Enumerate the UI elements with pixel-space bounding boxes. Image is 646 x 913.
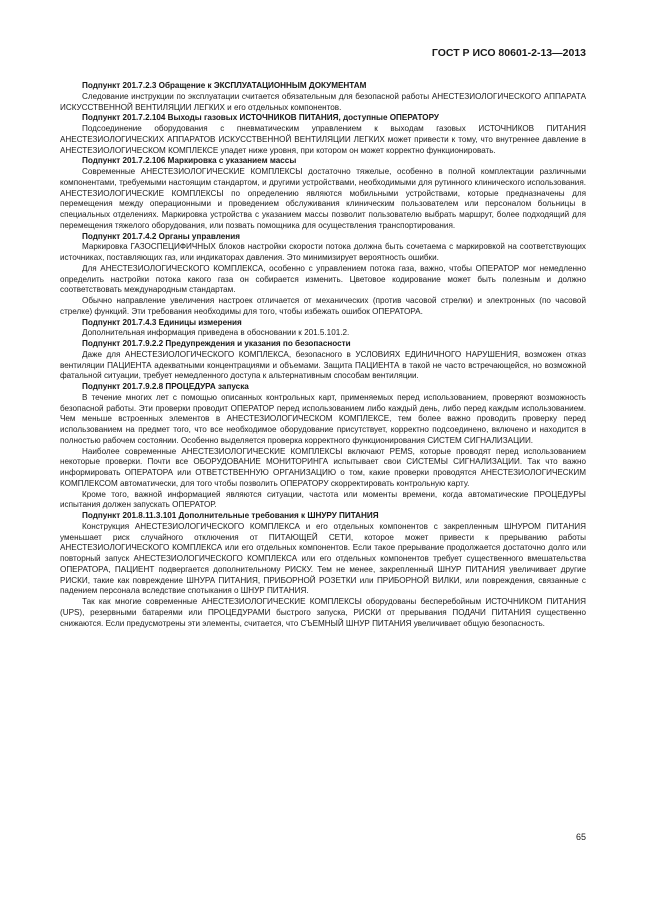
paragraph: Наиболее современные АНЕСТЕЗИОЛОГИЧЕСКИЕ КОМПЛЕКСЫ включают PEMS, которые проводят перед использованием некоторые проверки. Почти все ОБОРУДОВАНИЕ МОНИТОРИНГА испытывает свои СИСТЕМЫ СИГНАЛИЗАЦИИ. Так что важно информировать ОПЕРАТОРА или ОТВЕТСТВЕННУЮ ОРГАНИЗАЦИЮ о том, какие проверки проводятся АНЕСТЕЗИОЛОГИЧЕСКИМ КОМПЛЕКСОМ автоматически, для того чтобы позволить ОПЕРАТОРУ скорректировать контрольную карту. <box>60 446 586 488</box>
standard-header: ГОСТ Р ИСО 80601-2-13—2013 <box>431 47 586 59</box>
paragraph: Так как многие современные АНЕСТЕЗИОЛОГИЧЕСКИЕ КОМПЛЕКСЫ оборудованы бесперебойным ИСТОЧНИКОМ ПИТАНИЯ (UPS), резервными батареями или ПРОЦЕДУРАМИ быстрого запуска, РИСКИ от прерывания ПОДАЧИ ПИТАНИЯ существенно снижаются. Если предусмотрены эти элементы, считается, что СЪЕМНЫЙ ШНУР ПИТАНИЯ увеличивает общую безопасность. <box>60 597 586 628</box>
subclause-heading: Подпункт 201.7.2.3 Обращение к ЭКСПЛУАТАЦИОННЫМ ДОКУМЕНТАМ <box>82 81 367 90</box>
paragraph: Современные АНЕСТЕЗИОЛОГИЧЕСКИЕ КОМПЛЕКСЫ достаточно тяжелые, особенно в полной комплектации различными компонентами, требуемыми настоящим стандартом, и другими устройствами, необходимыми для рутинного клинического использования. АНЕСТЕЗИОЛОГИЧЕСКИЕ КОМПЛЕКСЫ по определению являются мобильными устройствами, которые предназначены для перемещения между операционными и проведением обслуживания клиническим пользователем или персоналом больницы в специальных отделениях. Маркировка устройства с указанием массы позволит пользователю выбрать маршрут, более подходящий для перемещения тяжелого оборудования, или позвать помощника для осуществления транспортирования. <box>60 167 586 230</box>
paragraph: Следование инструкции по эксплуатации считается обязательным для безопасной работы АНЕСТЕЗИОЛОГИЧЕСКОГО АППАРАТА ИСКУССТВЕННОЙ ВЕНТИЛЯЦИИ ЛЕГКИХ и его отдельных компонентов. <box>60 91 586 112</box>
paragraph: Для АНЕСТЕЗИОЛОГИЧЕСКОГО КОМПЛЕКСА, особенно с управлением потока газа, важно, чтобы ОПЕРАТОР мог немедленно определить настройки потока какого газа он собирается изменить. Цветовое кодирование может быть полезным и должно соответствовать международным стандартам. <box>60 263 586 295</box>
document-body <box>60 81 586 629</box>
paragraph: Даже для АНЕСТЕЗИОЛОГИЧЕСКОГО КОМПЛЕКСА, безопасного в УСЛОВИЯХ ЕДИНИЧНОГО НАРУШЕНИЯ, возможен отказ вентиляции ПАЦИЕНТА адекватными концентрациями и объемами. Защита ПАЦИЕНТА в такой не часто встречающейся, но возможной фатальной ситуации, требует немедленного доступа к альтернативным способам вентиляции. <box>60 349 586 381</box>
paragraph: Конструкция АНЕСТЕЗИОЛОГИЧЕСКОГО КОМПЛЕКСА и его отдельных компонентов с закрепленным ШНУРОМ ПИТАНИЯ уменьшает риск случайного отключения от ПИТАЮЩЕЙ СЕТИ, которое может привести к прерыванию работы АНЕСТЕЗИОЛОГИЧЕСКОГО КОМПЛЕКСА или его отдельных компонентов. Если такое прерывание продолжается достаточно долго или повторный запуск АНЕСТЕЗИОЛОГИЧЕСКОГО КОМПЛЕКСА или его отдельных компонентов требует существенного вмешательства ОПЕРАТОРА, ПАЦИЕНТ подвергается дополнительному РИСКУ. Тем не менее, закрепленный ШНУР ПИТАНИЯ увеличивает другие РИСКИ, такие как повреждение ШНУРА ПИТАНИЯ, ПРИБОРНОЙ РОЗЕТКИ или ПРИБОРНОЙ ВИЛКИ, или повреждения, связанные с падением персонала вследствие спотыкания о ШНУР ПИТАНИЯ. <box>60 521 586 596</box>
page-number: 65 <box>575 832 586 842</box>
paragraph: Кроме того, важной информацией являются ситуации, частота или моменты времени, когда автоматические ПРОЦЕДУРЫ испытания должен запускать ОПЕРАТОР. <box>60 489 586 510</box>
subclause-heading: Подпункт 201.7.9.2.2 Предупреждения и указания по безопасности <box>82 339 351 348</box>
subclause-heading: Подпункт 201.7.2.106 Маркировка с указанием массы <box>82 156 297 166</box>
subclause-heading: Подпункт 201.7.2.104 Выходы газовых ИСТОЧНИКОВ ПИТАНИЯ, доступные ОПЕРАТОРУ <box>82 113 439 123</box>
paragraph: В течение многих лет с помощью описанных контрольных карт, применяемых перед использованием, проверяют возможность безопасной работы. Эти проверки проводит ОПЕРАТОР перед использованием либо каждый день, либо перед каждым использованием. Чем меньше встроенных элементов в АНЕСТЕЗИОЛОГИЧЕСКОМ КОМПЛЕКСЕ, тем более важно проводить проверку перед использованием на предмет того, что все необходимое оборудование присутствует, корректно подсоединено, включено и находится в полностью рабочем состоянии. Особенно выделяется проверка корректного функционирования СИСТЕМ СИГНАЛИЗАЦИИ. <box>60 392 586 445</box>
paragraph: Дополнительная информация приведена в обосновании к 201.5.101.2. <box>82 328 350 338</box>
subclause-heading: Подпункт 201.7.4.3 Единицы измерения <box>82 317 242 327</box>
subclause-heading: Подпункт 201.8.11.3.101 Дополнительные требования к ШНУРУ ПИТАНИЯ <box>82 511 379 520</box>
subclause-heading: Подпункт 201.7.4.2 Органы управления <box>82 231 240 241</box>
paragraph: Маркировка ГАЗОСПЕЦИФИЧНЫХ блоков настройки скорости потока должна быть сочетаема с маркировкой на соответствующих источниках, поставляющих газ, или индикаторах давления. Это минимизирует вероятность ошибки. <box>60 242 586 262</box>
paragraph: Обычно направление увеличения настроек отличается от механических (против часовой стрелки) и электронных (по часовой стрелке) функций. Эти требования необходимы для того, чтобы избежать ошибок ОПЕРАТОРА. <box>60 296 586 316</box>
subclause-heading: Подпункт 201.7.9.2.8 ПРОЦЕДУРА запуска <box>82 382 249 391</box>
paragraph: Подсоединение оборудования с пневматическим управлением к выходам газовых ИСТОЧНИКОВ ПИТАНИЯ АНЕСТЕЗИОЛОГИЧЕСКИХ АППАРАТОВ ИСКУССТВЕННОЙ ВЕНТИЛЯЦИИ ЛЕГКИХ может привести к тому, что внутреннее давление в АНЕСТЕЗИОЛОГИЧЕСКОМ КОМПЛЕКСЕ упадет ниже уровня, при котором он может корректно функционировать. <box>60 124 586 155</box>
